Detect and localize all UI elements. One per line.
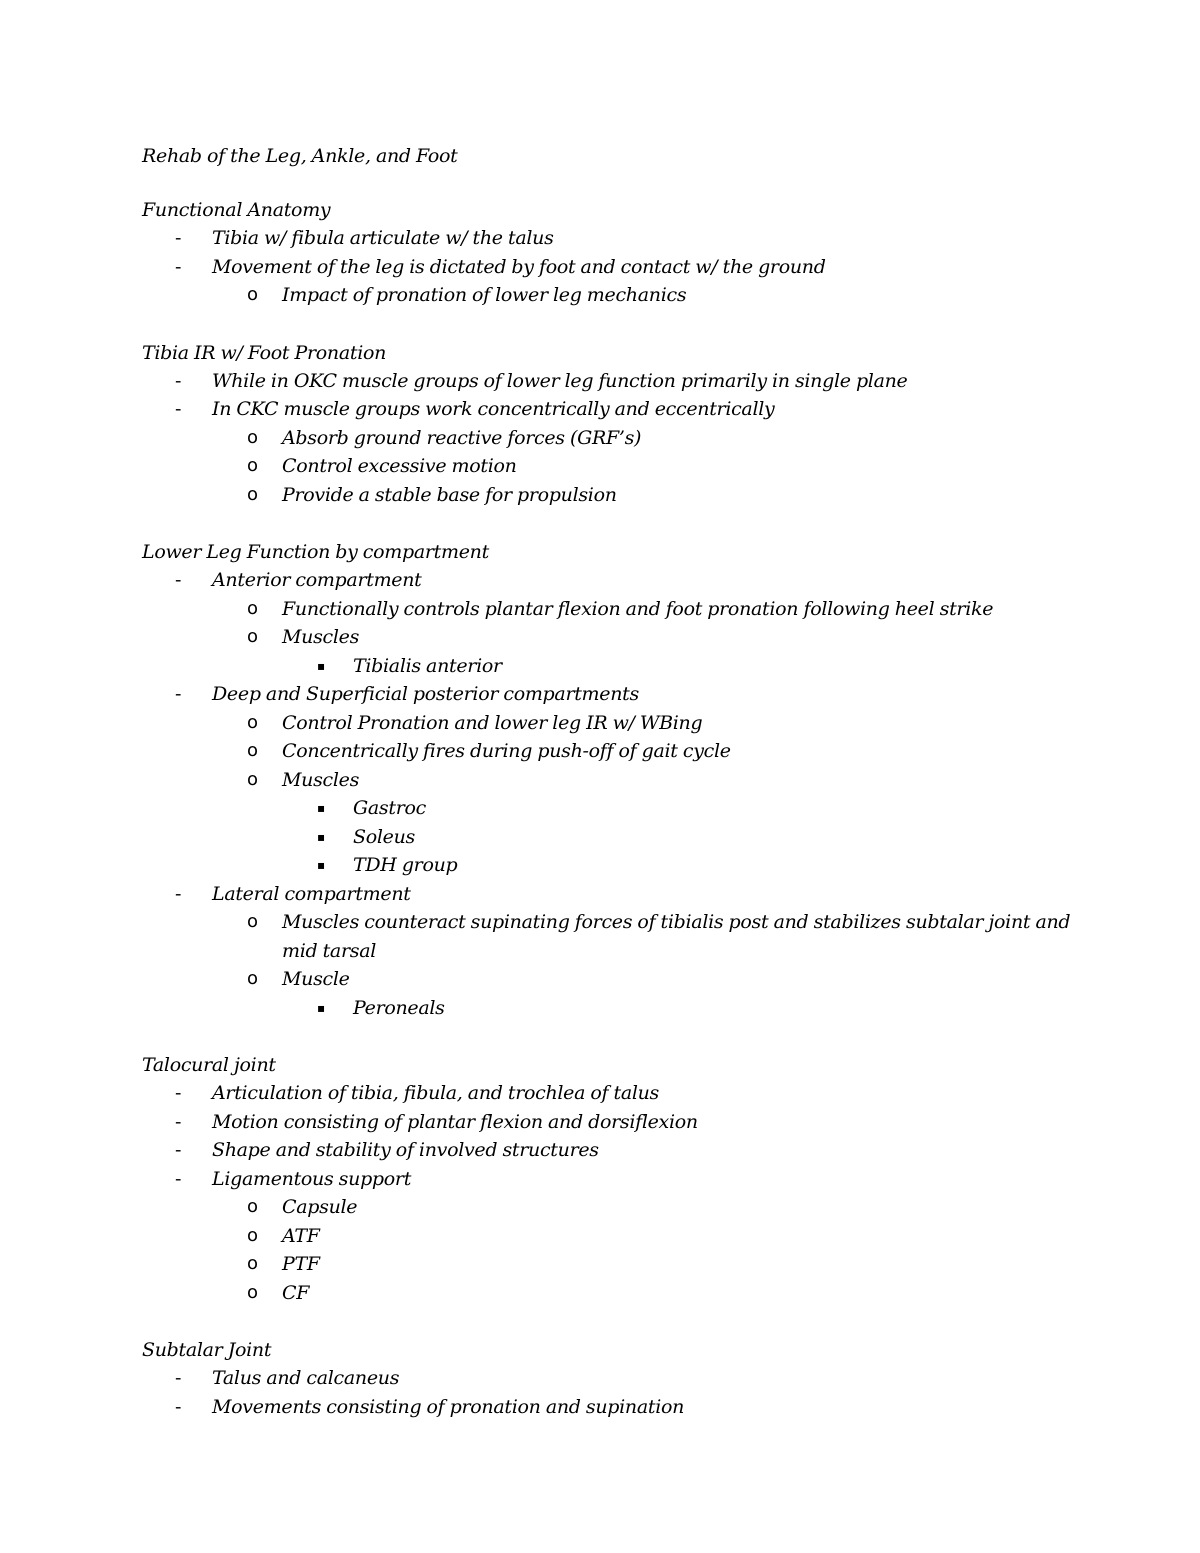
list-item xyxy=(142,1279,1102,1308)
list-item xyxy=(142,367,1102,396)
list-item-text: Ligamentous support xyxy=(212,1167,412,1190)
circle-bullet-icon: o xyxy=(247,483,258,505)
circle-bullet-icon: o xyxy=(247,711,258,733)
dash-bullet-icon: - xyxy=(175,255,182,278)
list-item-text: Movements consisting of pronation and supination xyxy=(212,1395,685,1418)
circle-bullet-icon: o xyxy=(247,1253,258,1274)
circle-bullet-icon: o xyxy=(247,426,258,448)
list-item xyxy=(142,680,1102,709)
section-heading: Talocural joint xyxy=(142,1054,276,1076)
dash-bullet-icon: - xyxy=(175,369,182,392)
circle-bullet-icon: o xyxy=(247,1224,258,1246)
list-item xyxy=(142,1222,1102,1251)
list-item xyxy=(142,395,1102,424)
list-item-text: Movement of the leg is dictated by foot and contact w/ the ground xyxy=(212,255,826,278)
list-item-text: In CKC muscle groups work concentrically and eccentrically xyxy=(212,398,775,420)
list-item-text: Motion consisting of plantar flexion and dorsiflexion xyxy=(212,1110,698,1133)
section-heading: Subtalar Joint xyxy=(142,1339,272,1361)
list-item xyxy=(142,1108,1102,1137)
list-item xyxy=(142,880,1102,909)
list-item-text: Absorb ground reactive forces (GRF’s) xyxy=(282,426,642,449)
list-item xyxy=(142,652,1102,681)
list-item xyxy=(142,908,1102,965)
list-item-text: Peroneals xyxy=(353,996,445,1019)
list-item xyxy=(142,281,1102,310)
list-item-text: CF xyxy=(282,1281,310,1304)
list-item xyxy=(142,794,1102,823)
list-item xyxy=(142,595,1102,624)
list-item-text: Tibia w/ fibula articulate w/ the talus xyxy=(212,227,554,249)
section-heading: Functional Anatomy xyxy=(142,199,331,221)
list-item xyxy=(142,1136,1102,1165)
document-title: Rehab of the Leg, Ankle, and Foot xyxy=(142,145,458,167)
circle-bullet-icon: o xyxy=(247,768,258,790)
list-item-text: PTF xyxy=(282,1253,320,1275)
section-heading: Tibia IR w/ Foot Pronation xyxy=(142,341,387,364)
list-item-text: TDH group xyxy=(353,854,458,876)
circle-bullet-icon: o xyxy=(247,597,258,619)
document-page xyxy=(142,142,1102,1450)
list-item-text: Control Pronation and lower leg IR w/ WBing xyxy=(282,711,703,734)
dash-bullet-icon: - xyxy=(175,882,182,905)
dash-bullet-icon: - xyxy=(175,227,182,249)
list-item-text: Gastroc xyxy=(353,797,426,819)
dash-bullet-icon: - xyxy=(175,569,182,591)
list-item-text: Deep and Superficial posterior compartments xyxy=(212,683,639,705)
section xyxy=(142,339,1102,510)
list-item xyxy=(142,823,1102,852)
list-item xyxy=(142,452,1102,481)
circle-bullet-icon: o xyxy=(247,455,258,476)
circle-bullet-icon: o xyxy=(247,1196,258,1217)
section xyxy=(142,196,1102,310)
list-item-text: ATF xyxy=(282,1224,320,1247)
list-item-text: Tibialis anterior xyxy=(353,654,502,677)
dash-bullet-icon: - xyxy=(175,1367,182,1389)
section-heading: Lower Leg Function by compartment xyxy=(142,541,489,563)
list-item xyxy=(142,737,1102,766)
list-item xyxy=(142,1079,1102,1108)
dash-bullet-icon: - xyxy=(175,683,182,705)
document-body xyxy=(142,196,1102,1421)
list-item-text: Provide a stable base for propulsion xyxy=(282,483,617,506)
section xyxy=(142,1051,1102,1307)
list-item xyxy=(142,424,1102,453)
list-item xyxy=(142,1165,1102,1194)
list-item-text: Muscles counteract supinating forces of tibialis post and stabilizes subtalar joint and mid tarsal xyxy=(282,911,1071,962)
list-item-text: Control excessive motion xyxy=(282,455,517,477)
list-item-text: Lateral compartment xyxy=(212,882,411,905)
list-item xyxy=(142,481,1102,510)
list-item xyxy=(142,851,1102,880)
section xyxy=(142,1336,1102,1421)
circle-bullet-icon: o xyxy=(247,740,258,761)
list-item-text: Muscles xyxy=(282,768,360,791)
list-item-text: Concentrically fires during push-off of gait cycle xyxy=(282,740,731,762)
list-item-text: Impact of pronation of lower leg mechanics xyxy=(282,284,687,306)
section xyxy=(142,538,1102,1022)
dash-bullet-icon: - xyxy=(175,1167,182,1190)
list-item-text: Anterior compartment xyxy=(212,569,422,591)
list-item-text: Soleus xyxy=(353,825,415,848)
list-item xyxy=(142,253,1102,282)
list-item-text: Muscle xyxy=(282,968,350,990)
list-item xyxy=(142,224,1102,253)
list-item-text: Functionally controls plantar flexion and foot pronation following heel strike xyxy=(282,597,994,620)
square-bullet-icon: ▪ xyxy=(317,858,325,872)
list-item xyxy=(142,994,1102,1023)
list-item xyxy=(142,766,1102,795)
list-item xyxy=(142,1393,1102,1422)
circle-bullet-icon: o xyxy=(247,1281,258,1303)
dash-bullet-icon: - xyxy=(175,398,182,420)
list-item-text: Talus and calcaneus xyxy=(212,1367,400,1389)
circle-bullet-icon: o xyxy=(247,626,258,647)
list-item-text: Muscles xyxy=(282,626,360,648)
square-bullet-icon: ▪ xyxy=(317,801,325,815)
circle-bullet-icon: o xyxy=(247,284,258,305)
list-item xyxy=(142,1193,1102,1222)
circle-bullet-icon: o xyxy=(247,911,258,932)
square-bullet-icon: ▪ xyxy=(317,1000,325,1015)
dash-bullet-icon: - xyxy=(175,1082,182,1104)
dash-bullet-icon: - xyxy=(175,1110,182,1133)
list-item-text: Articulation of tibia, fibula, and trochlea of talus xyxy=(212,1082,660,1104)
list-item xyxy=(142,965,1102,994)
list-item-text: While in OKC muscle groups of lower leg function primarily in single plane xyxy=(212,369,908,392)
square-bullet-icon: ▪ xyxy=(317,658,325,673)
list-item xyxy=(142,1364,1102,1393)
square-bullet-icon: ▪ xyxy=(317,829,325,844)
circle-bullet-icon: o xyxy=(247,968,258,989)
dash-bullet-icon: - xyxy=(175,1395,182,1418)
list-item-text: Capsule xyxy=(282,1196,358,1218)
list-item xyxy=(142,566,1102,595)
list-item xyxy=(142,1250,1102,1279)
list-item-text: Shape and stability of involved structures xyxy=(212,1139,599,1161)
dash-bullet-icon: - xyxy=(175,1139,182,1161)
list-item xyxy=(142,709,1102,738)
list-item xyxy=(142,623,1102,652)
